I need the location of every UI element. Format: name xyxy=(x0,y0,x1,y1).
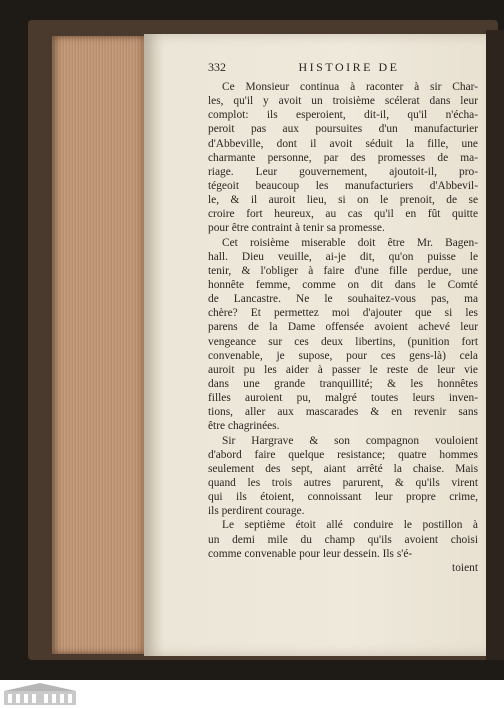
paragraph xyxy=(208,80,478,236)
page-edges xyxy=(52,36,148,654)
text-line: auroit pu les aider à passer le reste de leur vie xyxy=(208,363,478,376)
text-line: peroit pas aux poursuites d'un manufacturier xyxy=(208,123,478,136)
page-number: 332 xyxy=(208,60,226,74)
body-text xyxy=(208,80,478,561)
text-line: de Lancastre. Ne le souhaitez-vous pas, ma xyxy=(208,293,478,306)
text-line: d'abord faire quelque resistance; quatre hommes xyxy=(208,448,478,461)
running-title: HISTOIRE DE xyxy=(298,60,400,74)
text-line: d'Abbeville, dont il avoit séduit la fille, une xyxy=(208,137,478,150)
text-line: quand les trois autres parurent, & qu'ils virent xyxy=(208,476,478,489)
catchword: toient xyxy=(452,561,478,574)
text-line: riage. Leur gouvernement, ajoutoit-il, pro- xyxy=(208,165,478,178)
text-line: dans une grande tranquillité; & les honnêtes xyxy=(208,377,478,390)
text-line: tenir, & l'obliger à faire d'une fille perdue, une xyxy=(208,264,478,277)
text-line: qui ils étoient, connoissant leur propre crime, xyxy=(208,491,478,504)
text-line: le, & il auroit lieu, si on le prenoit, de se xyxy=(208,194,478,207)
text-line: tions, aller aux mascarades & en revenir sans xyxy=(208,406,478,419)
text-line: être chagrinées. xyxy=(208,420,280,433)
text-line: Ce Monsieur continua à raconter à sir Char- xyxy=(222,81,478,93)
text-line: vengeance sur ces deux libertins, (punition fort xyxy=(208,335,478,348)
text-line: Sir Hargrave & son compagnon vouloient xyxy=(222,434,478,447)
text-line: pour être contraint à tenir sa promesse. xyxy=(208,222,385,235)
paragraph xyxy=(208,236,478,434)
text-line: hall. Dieu veuille, ai-je dit, qu'on puisse le xyxy=(208,250,478,263)
text-line: comme convenable pour leur dessein. Ils s'é- xyxy=(208,547,413,560)
text-line: tégeoit beaucoup les manufacturiers d'Abbevil- xyxy=(208,179,478,192)
text-line: ils perdirent courage. xyxy=(208,505,305,518)
page-text xyxy=(208,60,478,575)
text-line: parens de la Dame offensée avoient achevé leur xyxy=(208,321,478,334)
text-line: complot: ils esperoient, dit-il, qu'il n'écha- xyxy=(208,109,478,122)
text-line: les, qu'il y avoit un troisième scélerat dans leur xyxy=(208,95,478,108)
text-line: charmante personne, par des promesses de ma- xyxy=(208,151,478,164)
text-line: croire fort heureux, au cas qu'il en fût quitte xyxy=(208,208,478,221)
text-line: seulement des sept, aiant arrêté la chaise. Mais xyxy=(208,462,478,475)
text-line: honnête femme, comme on dit dans le Comté xyxy=(208,278,478,291)
paragraph xyxy=(208,518,478,560)
text-line: Cet roisième miserable doit être Mr. Bagen- xyxy=(222,236,478,249)
text-line: Le septième étoit allé conduire le postillon à xyxy=(222,519,478,532)
library-building-icon xyxy=(4,683,76,705)
text-line: un demi mile du champ qu'ils avoient choisi xyxy=(208,533,478,546)
paragraph xyxy=(208,434,478,519)
text-line: filles auroient pu, malgré toutes leurs inven- xyxy=(208,392,478,405)
text-line: convenable, je supose, pour ces gens-là) cela xyxy=(208,349,478,362)
facing-page-edge xyxy=(486,30,504,660)
text-line: chère? Et permettez moi d'ajouter que si les xyxy=(208,307,478,320)
running-header xyxy=(208,60,478,80)
